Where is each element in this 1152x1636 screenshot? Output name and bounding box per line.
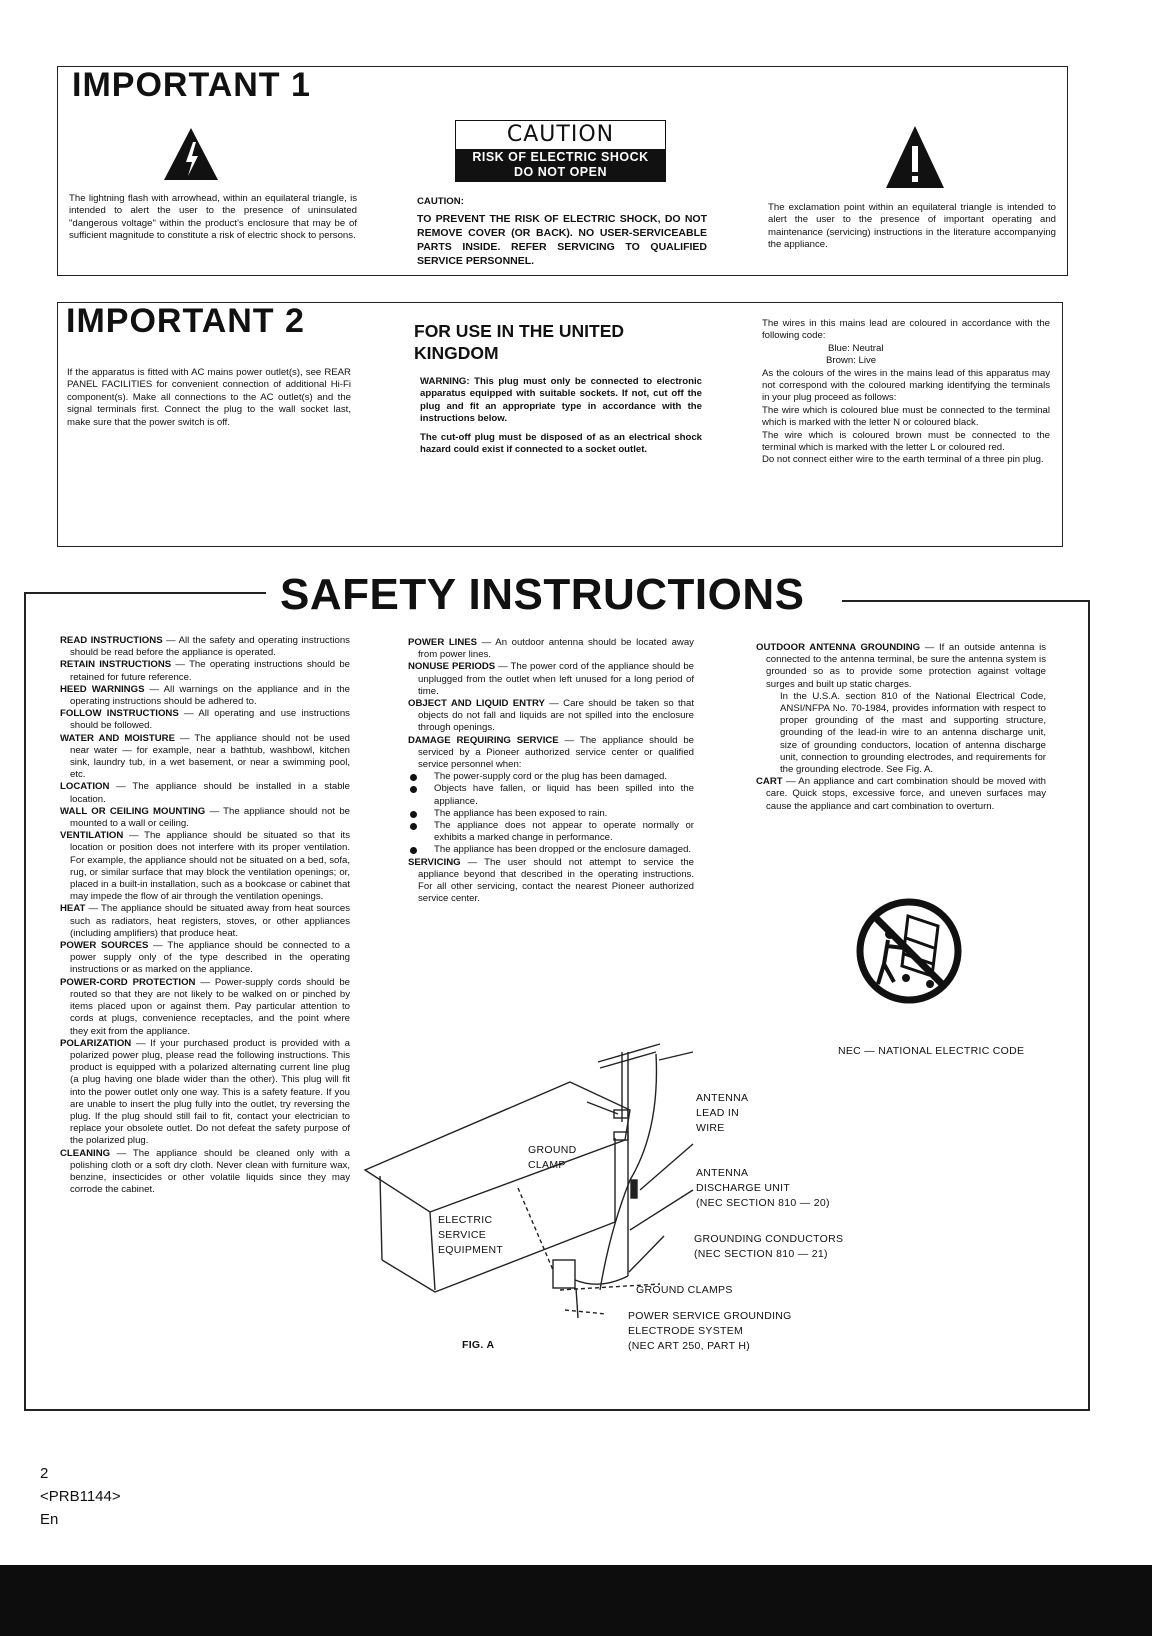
scan-edge-bar [0,1565,1152,1636]
uk-warning: WARNING: This plug must only be connected to electronic apparatus equipped with suitable sockets. If not, cut off the plug and fit an appropriate type in accordance with the instructions below. [420,376,702,425]
safety-column-1: READ INSTRUCTIONS — All the safety and operating instructions should be read before the appliance is operated. RETAIN INSTRUCTIONS — The operating instructions should be retained for future reference. HEED WARNINGS — All warnings on the appliance and in the operating instructions should be adhered to. FOLLOW INSTRUCTIONS — All operating and use instructions should be followed. WATER AND MOISTURE — The appliance should not be used near water — for example, near a bathtub, washbowl, kitchen sink, laundry tub, in a wet basement, or near a swimming pool, etc. LOCATION — The appliance should be installed in a stable location. WALL OR CEILING MOUNTING — The appliance should not be mounted to a wall or ceiling. VENTILATION — The appliance should be situated so that its location or position does not interfere with its proper ventilation. For example, the appliance should not be situated on a bed, sofa, rug, or similar surface that may block the ventilation openings; or, placed in a built-in installation, such as a bookcase or cabinet that may impede the flow of air through the ventilation openings. HEAT — The appliance should be situated away from heat sources such as radiators, heat registers, stoves, or other appliances (including amplifiers) that produce heat. POWER SOURCES — The appliance should be connected to a power supply only of the type described in the operating instructions or as marked on the appliance. POWER-CORD PROTECTION — Power-supply cords should be routed so that they are not likely to be walked on or pinched by items placed upon or against them. Pay particular attention to cords at plugs, convenience receptacles, and the point where they exit from the appliance. POLARIZATION — If your purchased product is provided with a polarized power plug, please read the following instructions. This product is equipped with a polarized alternating current line plug (a plug having one blade wider than the other). This plug will fit into the power outlet only one way. This is a safety feature. If you are unable to insert the plug fully into the outlet, try reversing the plug. If the plug should still fail to fit, contact your electrician to replace your obsolete outlet. Do not defeat the safety purpose of the polarized plug. CLEANING — The appliance should be cleaned only with a polishing cloth or a soft dry cloth. Never clean with furniture wax, benzine, insecticides or other volatile liquids since they may corrode the cabinet. [60,635,350,1196]
power-service-label: POWER SERVICE GROUNDING ELECTRODE SYSTEM (NEC ART 250, PART H) [628,1310,792,1352]
discharge-unit-label: ANTENNA DISCHARGE UNIT (NEC SECTION 810 — 20) [696,1167,830,1209]
list-item: The power-supply cord or the plug has been damaged. [408,771,694,783]
exclamation-description: The exclamation point within an equilateral triangle is intended to alert the user to the presence of important operating and maintenance (servicing) instructions in the literature accompanying the appliance. [768,202,1056,251]
uk-cutoff-warning: The cut-off plug must be disposed of as an electrical shock hazard could exist if connected to a socket outlet. [420,432,702,456]
nec-note: NEC — NATIONAL ELECTRIC CODE [838,1045,1025,1057]
safety-column-3: OUTDOOR ANTENNA GROUNDING — If an outside antenna is connected to the antenna terminal, be sure the antenna system is grounded so as to provide some protection against voltage surges and built up static charges. In the U.S.A. section 810 of the National Electrical Code, ANSI/NFPA No. 70-1984, provides information with respect to proper grounding of the mast and supporting structure, grounding of the lead-in wire to an antenna discharge unit, size of grounding conductors, location of antenna discharge unit, connection to grounding electrodes, and requirements for the grounding electrode. See Fig. A. CART — An appliance and cart combination should be moved with care. Quick stops, excessive force, and uneven surfaces may cause the appliance and cart combination to overturn. [756,642,1046,812]
figure-caption: FIG. A [462,1339,495,1351]
electric-service-label: ELECTRIC SERVICE EQUIPMENT [438,1214,504,1256]
safety-border-right [1088,600,1090,1410]
page-number: 2 [40,1465,49,1482]
safety-rule-left [24,592,266,594]
caution-label [455,120,666,182]
cart-tipover-warning-icon [856,898,962,1004]
ground-clamps-label: GROUND CLAMPS [636,1284,733,1296]
wire-colour-code: The wires in this mains lead are coloured in accordance with the following code: Blue: Neutral Brown: Live As the colours of the wires in the mains lead of this apparatus may not correspond with the coloured marking identifying the terminals in your plug proceed as follows: The wire which is coloured blue must be connected to the terminal which is marked with the letter N or coloured black. The wire which is coloured brown must be connected to the terminal which is marked with the letter L or coloured red. Do not connect either wire to the earth terminal of a three pin plug. [762,318,1050,466]
lightning-warning-icon [162,126,220,182]
list-item: The appliance does not appear to operate normally or exhibits a marked change in performance. [408,820,694,844]
wire-brown: Brown: Live [826,355,877,367]
grounding-conductors-label: GROUNDING CONDUCTORS (NEC SECTION 810 — 21) [694,1233,844,1260]
lightning-description: The lightning flash with arrowhead, within an equilateral triangle, is intended to alert the user to the presence of uninsulated "dangerous voltage" within the product's enclosure that may be of sufficient magnitude to constitute a risk of electric shock to persons. [69,193,357,242]
damage-bullets [408,771,694,856]
safety-rule-right [842,600,1090,602]
language-code: En [40,1511,59,1528]
safety-title: SAFETY INSTRUCTIONS [280,570,805,619]
ground-clamp-label: GROUND CLAMP [528,1144,577,1171]
list-item: Objects have fallen, or liquid has been spilled into the appliance. [408,783,694,807]
important-2-description: If the apparatus is fitted with AC mains power outlet(s), see REAR PANEL FACILITIES for convenient connection of additional Hi-Fi component(s). Make all connections to the AC outlet(s) and the signal terminals first. Connect the plug to the wall socket last, make sure that the power switch is off. [67,367,351,428]
document-code: <PRB1144> [40,1488,121,1505]
important-1-title: IMPORTANT 1 [72,66,311,104]
antenna-lead-in-label: ANTENNA LEAD IN WIRE [696,1092,749,1134]
caution-label-warning: RISK OF ELECTRIC SHOCK DO NOT OPEN [456,149,665,181]
list-item: The appliance has been exposed to rain. [408,808,694,820]
exclamation-warning-icon [884,124,946,192]
safety-rule-bottom [24,1409,1090,1411]
safety-column-2: POWER LINES — An outdoor antenna should be located away from power lines. NONUSE PERIODS — The power cord of the appliance should be unplugged from the outlet when left unused for a long period of time. OBJECT AND LIQUID ENTRY — Care should be taken so that objects do not fall and liquids are not spilled into the enclosure through openings. DAMAGE REQUIRING SERVICE — The appliance should be serviced by a Pioneer authorized service center or qualified service personnel when: The power-supply cord or the plug has been damaged. Objects have fallen, or liquid has been spilled into the appliance. The appliance has been exposed to rain. The appliance does not appear to operate normally or exhibits a marked change in performance. The appliance has been dropped or the enclosure damaged. SERVICING — The user should not attempt to service the appliance beyond that described in the operating instructions. For all other servicing, contact the nearest Pioneer authorized service center. [408,637,695,905]
caution-heading: CAUTION: [417,196,464,207]
caution-text: TO PREVENT THE RISK OF ELECTRIC SHOCK, DO NOT REMOVE COVER (OR BACK). NO USER-SERVICEABLE PARTS INSIDE. REFER SERVICING TO QUALIFIED SERVICE PERSONNEL. [417,213,707,267]
list-item: The appliance has been dropped or the enclosure damaged. [408,844,694,856]
safety-border-left [24,592,26,1410]
wire-blue: Blue: Neutral [828,342,884,354]
important-2-title: IMPORTANT 2 [66,302,305,340]
uk-heading: FOR USE IN THE UNITED KINGDOM [414,321,625,363]
caution-label-title: CAUTION [506,122,615,147]
